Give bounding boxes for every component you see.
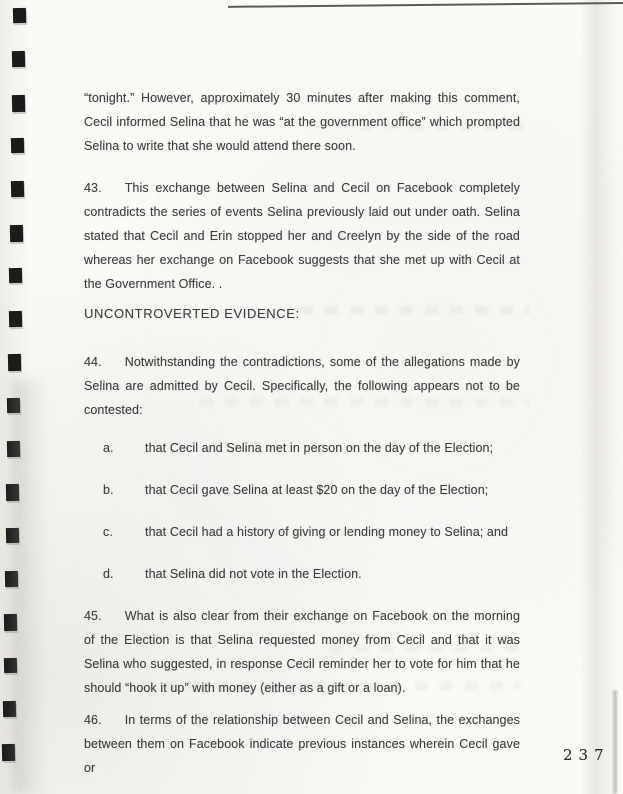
binding-mark	[9, 268, 22, 283]
list-item-a-label: a.	[103, 441, 114, 455]
list-item-c-text: that Cecil had a history of giving or lending money to Selina; and	[145, 525, 509, 539]
paragraph-43	[84, 176, 520, 296]
list-item-c-label: c.	[103, 525, 113, 539]
uncontested-items-list	[84, 436, 520, 586]
section-heading: UNCONTROVERTED EVIDENCE:	[84, 306, 300, 321]
paragraph-45-number: 45.	[84, 609, 102, 623]
scan-right-edge-shadow	[613, 690, 617, 794]
binding-mark	[11, 138, 24, 153]
list-item-b-text: that Cecil gave Selina at least $20 on the day of the Election;	[145, 483, 489, 497]
paragraph-44-text: Notwithstanding the contradictions, some of the allegations made by Selina are admitted by Cecil. Specifically, the following appears not to be contested:	[84, 355, 520, 417]
binding-mark	[8, 354, 21, 371]
binding-mark	[13, 8, 26, 23]
list-item-d-label: d.	[103, 567, 114, 581]
paragraph-continuation: “tonight.” However, approximately 30 minutes after making this comment, Cecil informed Selina that he was “at the government office” which prompted Selina to write that she would attend there soon.	[84, 91, 520, 153]
binding-mark	[12, 95, 25, 112]
binding-mark	[12, 51, 25, 67]
binding-mark	[10, 225, 23, 242]
list-item-d-text: that Selina did not vote in the Election.	[145, 567, 362, 581]
binding-mark	[9, 311, 22, 327]
paragraph-43-text: This exchange between Selina and Cecil on Facebook completely contradicts the series of events Selina previously laid out under oath. Selina stated that Cecil and Erin stopped her and Creelyn by the side of the road whereas her exchange on Facebook suggests that she met up with Cecil at the Government Office. .	[84, 181, 520, 291]
paragraph-45	[84, 604, 520, 700]
list-item-c	[103, 520, 520, 544]
page-number: 237	[563, 746, 610, 764]
document-body	[84, 86, 520, 780]
binding-mark	[11, 181, 24, 197]
paragraph-44	[84, 350, 520, 422]
paragraph-44-number: 44.	[84, 355, 102, 369]
list-item-a-text: that Cecil and Selina met in person on the day of the Election;	[145, 441, 494, 455]
paragraph-46-number: 46.	[84, 713, 102, 727]
paragraph-46-text: In terms of the relationship between Cecil and Selina, the exchanges between them on Facebook indicate previous instances wherein Cecil gave or	[84, 713, 520, 775]
list-item-b-label: b.	[103, 483, 114, 497]
scan-top-paper-edge	[228, 2, 623, 8]
list-item-a	[103, 436, 520, 460]
paragraph-43-number: 43.	[84, 181, 102, 195]
list-item-b	[103, 478, 520, 502]
paragraph-45-text: What is also clear from their exchange on Facebook on the morning of the Election is that Selina requested money from Cecil and that it was Selina who suggested, in response Cecil reminder her to vote for him that he should “hook it up” with money (either as a gift or a loan).	[84, 609, 520, 695]
list-item-d	[103, 562, 520, 586]
page-curl-shadow	[12, 380, 54, 794]
paragraph-46	[84, 708, 520, 780]
